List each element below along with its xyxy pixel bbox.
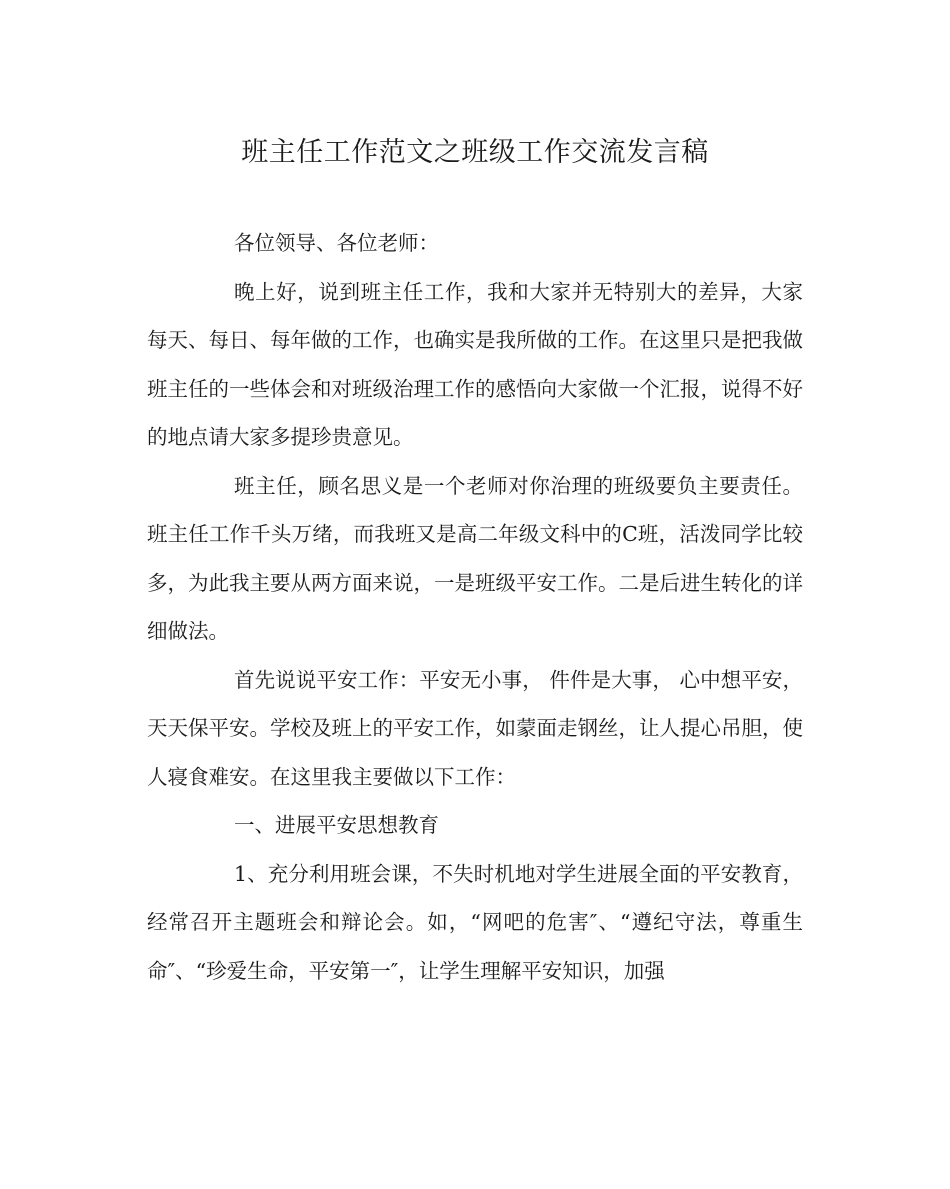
paragraph-class-meeting: 1、充分利用班会课，不失时机地对学生进展全面的平安教育，经常召开主题班会和辩论会。如，“网吧的危害″、“遵纪守法，尊重生命″、“珍爱生命，平安第一″，让学生理解平安知识，加强 bbox=[147, 861, 803, 983]
paragraph-introduction: 班主任，顾名思义是一个老师对你治理的班级要负主要责任。班主任工作千头万绪，而我班又是高二年级文科中的C班，活泼同学比较多，为此我主要从两方面来说，一是班级平安工作。二是后进生转化的详细做法。 bbox=[147, 473, 803, 643]
document-title: 班主任工作范文之班级工作交流发言稿 bbox=[241, 137, 709, 168]
paragraph-safety-work: 首先说说平安工作：平安无小事， 件件是大事， 心中想平安， 天天保平安。学校及班上的平安工作，如蒙面走钢丝，让人提心吊胆，使人寝食难安。在这里我主要做以下工作： bbox=[147, 667, 803, 789]
document-body bbox=[147, 219, 803, 995]
section-heading-safety-education: 一、进展平安思想教育 bbox=[234, 813, 439, 837]
paragraph-opening: 晚上好，说到班主任工作，我和大家并无特别大的差异，大家每天、每日、每年做的工作，也确实是我所做的工作。在这里只是把我做班主任的一些体会和对班级治理工作的感悟向大家做一个汇报，说得不好的地点请大家多提珍贵意见。 bbox=[147, 279, 803, 449]
paragraph-greeting: 各位领导、各位老师： bbox=[234, 231, 439, 255]
